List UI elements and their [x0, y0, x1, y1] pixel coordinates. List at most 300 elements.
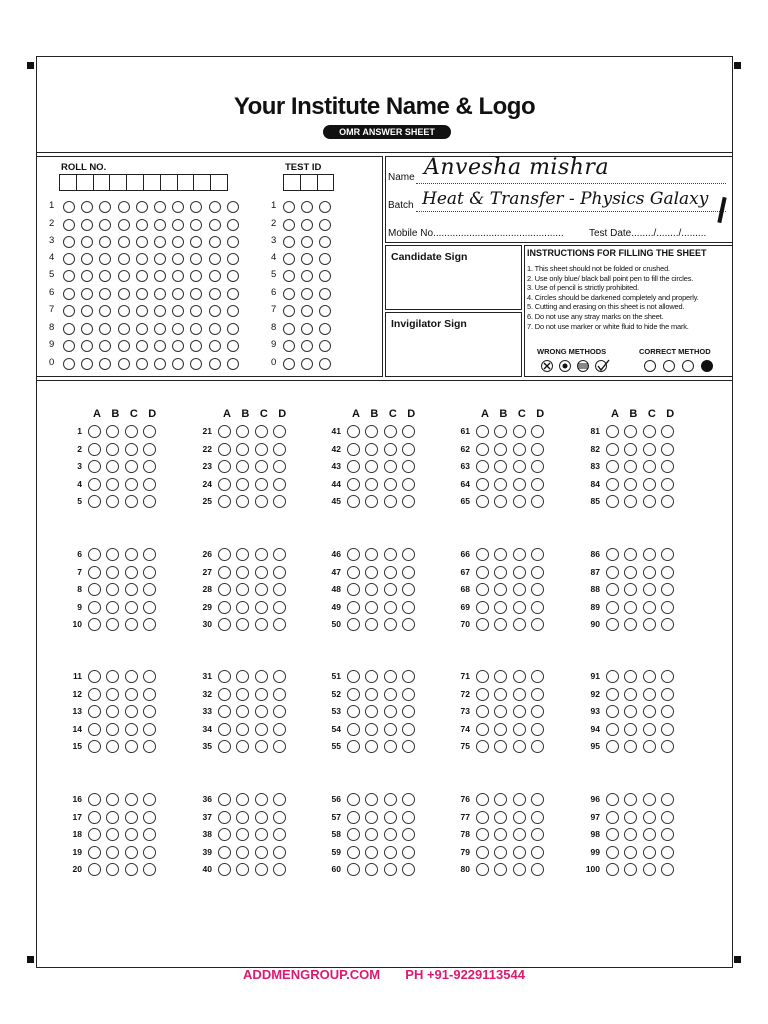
answer-bubble-b[interactable]	[106, 723, 119, 736]
answer-bubble-c[interactable]	[643, 443, 656, 456]
answer-bubble-d[interactable]	[531, 688, 544, 701]
answer-bubble-c[interactable]	[255, 478, 268, 491]
answer-bubble-b[interactable]	[494, 478, 507, 491]
test-id-bubble[interactable]	[301, 201, 313, 213]
roll-no-bubble[interactable]	[227, 288, 239, 300]
roll-no-bubble[interactable]	[118, 358, 130, 370]
answer-bubble-a[interactable]	[606, 670, 619, 683]
answer-bubble-b[interactable]	[624, 478, 637, 491]
answer-bubble-c[interactable]	[513, 828, 526, 841]
answer-bubble-c[interactable]	[384, 460, 397, 473]
answer-bubble-c[interactable]	[125, 828, 138, 841]
answer-bubble-a[interactable]	[606, 618, 619, 631]
answer-bubble-c[interactable]	[255, 793, 268, 806]
answer-bubble-a[interactable]	[476, 705, 489, 718]
roll-no-bubble[interactable]	[209, 219, 221, 231]
answer-bubble-c[interactable]	[125, 793, 138, 806]
answer-bubble-a[interactable]	[476, 601, 489, 614]
answer-bubble-c[interactable]	[255, 740, 268, 753]
roll-no-bubble[interactable]	[154, 288, 166, 300]
test-id-bubble[interactable]	[319, 358, 331, 370]
answer-bubble-a[interactable]	[88, 670, 101, 683]
answer-bubble-c[interactable]	[384, 548, 397, 561]
roll-no-bubble[interactable]	[136, 270, 148, 282]
answer-bubble-d[interactable]	[273, 723, 286, 736]
answer-bubble-b[interactable]	[365, 846, 378, 859]
roll-no-bubble[interactable]	[99, 305, 111, 317]
roll-no-bubble[interactable]	[118, 340, 130, 352]
roll-no-digit-box[interactable]	[59, 174, 77, 191]
answer-bubble-d[interactable]	[661, 566, 674, 579]
answer-bubble-a[interactable]	[476, 460, 489, 473]
answer-bubble-d[interactable]	[661, 723, 674, 736]
test-id-digit-box[interactable]	[283, 174, 301, 191]
answer-bubble-c[interactable]	[125, 618, 138, 631]
roll-no-bubble[interactable]	[99, 358, 111, 370]
answer-bubble-b[interactable]	[236, 443, 249, 456]
answer-bubble-a[interactable]	[218, 723, 231, 736]
answer-bubble-a[interactable]	[218, 443, 231, 456]
roll-no-bubble[interactable]	[227, 305, 239, 317]
answer-bubble-a[interactable]	[476, 723, 489, 736]
answer-bubble-d[interactable]	[402, 478, 415, 491]
answer-bubble-d[interactable]	[143, 478, 156, 491]
answer-bubble-b[interactable]	[365, 478, 378, 491]
answer-bubble-c[interactable]	[513, 478, 526, 491]
test-id-bubble[interactable]	[283, 340, 295, 352]
roll-no-bubble[interactable]	[81, 253, 93, 265]
roll-no-bubble[interactable]	[136, 305, 148, 317]
answer-bubble-a[interactable]	[218, 846, 231, 859]
answer-bubble-a[interactable]	[606, 478, 619, 491]
answer-bubble-b[interactable]	[106, 443, 119, 456]
answer-bubble-a[interactable]	[476, 478, 489, 491]
answer-bubble-a[interactable]	[218, 566, 231, 579]
roll-no-digit-box[interactable]	[126, 174, 144, 191]
answer-bubble-b[interactable]	[494, 443, 507, 456]
roll-no-bubble[interactable]	[63, 358, 75, 370]
answer-bubble-c[interactable]	[513, 723, 526, 736]
answer-bubble-a[interactable]	[88, 478, 101, 491]
answer-bubble-a[interactable]	[347, 425, 360, 438]
roll-no-bubble[interactable]	[209, 340, 221, 352]
answer-bubble-b[interactable]	[494, 723, 507, 736]
answer-bubble-a[interactable]	[347, 548, 360, 561]
roll-no-bubble[interactable]	[209, 253, 221, 265]
answer-bubble-a[interactable]	[606, 688, 619, 701]
roll-no-bubble[interactable]	[190, 358, 202, 370]
answer-bubble-b[interactable]	[236, 688, 249, 701]
answer-bubble-a[interactable]	[476, 740, 489, 753]
answer-bubble-a[interactable]	[347, 583, 360, 596]
roll-no-bubble[interactable]	[190, 236, 202, 248]
roll-no-bubble[interactable]	[99, 288, 111, 300]
answer-bubble-a[interactable]	[476, 688, 489, 701]
roll-no-bubble[interactable]	[190, 288, 202, 300]
invigilator-sign-box[interactable]	[385, 312, 522, 377]
answer-bubble-c[interactable]	[513, 443, 526, 456]
answer-bubble-a[interactable]	[476, 828, 489, 841]
answer-bubble-a[interactable]	[476, 863, 489, 876]
test-id-bubble[interactable]	[301, 288, 313, 300]
answer-bubble-a[interactable]	[88, 495, 101, 508]
answer-bubble-c[interactable]	[384, 566, 397, 579]
answer-bubble-a[interactable]	[606, 793, 619, 806]
answer-bubble-a[interactable]	[476, 443, 489, 456]
roll-no-bubble[interactable]	[154, 340, 166, 352]
answer-bubble-c[interactable]	[513, 566, 526, 579]
roll-no-bubble[interactable]	[63, 236, 75, 248]
roll-no-digit-box[interactable]	[210, 174, 228, 191]
name-value[interactable]: Anvesha mishra	[424, 155, 610, 180]
answer-bubble-c[interactable]	[384, 846, 397, 859]
answer-bubble-a[interactable]	[476, 618, 489, 631]
roll-no-digit-box[interactable]	[143, 174, 161, 191]
answer-bubble-a[interactable]	[218, 705, 231, 718]
roll-no-bubble[interactable]	[227, 358, 239, 370]
answer-bubble-d[interactable]	[661, 811, 674, 824]
roll-no-bubble[interactable]	[172, 305, 184, 317]
test-id-bubble[interactable]	[283, 219, 295, 231]
roll-no-bubble[interactable]	[190, 201, 202, 213]
answer-bubble-c[interactable]	[125, 723, 138, 736]
answer-bubble-c[interactable]	[255, 460, 268, 473]
answer-bubble-c[interactable]	[643, 740, 656, 753]
answer-bubble-a[interactable]	[347, 863, 360, 876]
answer-bubble-c[interactable]	[255, 618, 268, 631]
answer-bubble-c[interactable]	[255, 601, 268, 614]
answer-bubble-a[interactable]	[88, 566, 101, 579]
answer-bubble-c[interactable]	[125, 425, 138, 438]
answer-bubble-a[interactable]	[88, 846, 101, 859]
answer-bubble-a[interactable]	[606, 601, 619, 614]
answer-bubble-c[interactable]	[255, 863, 268, 876]
roll-no-bubble[interactable]	[81, 323, 93, 335]
answer-bubble-d[interactable]	[143, 811, 156, 824]
answer-bubble-d[interactable]	[143, 846, 156, 859]
answer-bubble-c[interactable]	[643, 583, 656, 596]
roll-no-bubble[interactable]	[99, 236, 111, 248]
answer-bubble-c[interactable]	[513, 863, 526, 876]
answer-bubble-a[interactable]	[606, 846, 619, 859]
test-id-bubble[interactable]	[283, 323, 295, 335]
answer-bubble-c[interactable]	[643, 478, 656, 491]
answer-bubble-a[interactable]	[606, 460, 619, 473]
answer-bubble-b[interactable]	[494, 846, 507, 859]
answer-bubble-b[interactable]	[236, 723, 249, 736]
test-id-bubble[interactable]	[301, 219, 313, 231]
answer-bubble-a[interactable]	[88, 618, 101, 631]
answer-bubble-a[interactable]	[218, 583, 231, 596]
roll-no-bubble[interactable]	[209, 305, 221, 317]
answer-bubble-c[interactable]	[125, 846, 138, 859]
answer-bubble-c[interactable]	[125, 601, 138, 614]
answer-bubble-a[interactable]	[347, 601, 360, 614]
answer-bubble-b[interactable]	[365, 601, 378, 614]
answer-bubble-d[interactable]	[531, 601, 544, 614]
answer-bubble-c[interactable]	[255, 705, 268, 718]
answer-bubble-c[interactable]	[255, 846, 268, 859]
roll-no-bubble[interactable]	[63, 253, 75, 265]
answer-bubble-a[interactable]	[476, 495, 489, 508]
answer-bubble-a[interactable]	[347, 670, 360, 683]
roll-no-bubble[interactable]	[99, 219, 111, 231]
answer-bubble-c[interactable]	[643, 548, 656, 561]
test-id-bubble[interactable]	[319, 270, 331, 282]
answer-bubble-c[interactable]	[384, 705, 397, 718]
answer-bubble-d[interactable]	[402, 443, 415, 456]
roll-no-bubble[interactable]	[118, 305, 130, 317]
test-id-bubble[interactable]	[301, 340, 313, 352]
answer-bubble-c[interactable]	[125, 443, 138, 456]
test-id-bubble[interactable]	[301, 270, 313, 282]
answer-bubble-c[interactable]	[384, 740, 397, 753]
answer-bubble-a[interactable]	[347, 443, 360, 456]
answer-bubble-b[interactable]	[236, 478, 249, 491]
answer-bubble-a[interactable]	[218, 618, 231, 631]
answer-bubble-b[interactable]	[624, 846, 637, 859]
roll-no-bubble[interactable]	[118, 323, 130, 335]
roll-no-bubble[interactable]	[154, 201, 166, 213]
answer-bubble-d[interactable]	[143, 566, 156, 579]
answer-bubble-d[interactable]	[402, 811, 415, 824]
answer-bubble-c[interactable]	[255, 723, 268, 736]
answer-bubble-a[interactable]	[218, 601, 231, 614]
roll-no-bubble[interactable]	[227, 236, 239, 248]
roll-no-bubble[interactable]	[81, 305, 93, 317]
roll-no-digit-box[interactable]	[177, 174, 195, 191]
answer-bubble-c[interactable]	[643, 601, 656, 614]
answer-bubble-d[interactable]	[402, 688, 415, 701]
roll-no-bubble[interactable]	[154, 219, 166, 231]
roll-no-bubble[interactable]	[136, 358, 148, 370]
roll-no-bubble[interactable]	[81, 358, 93, 370]
answer-bubble-c[interactable]	[255, 670, 268, 683]
answer-bubble-a[interactable]	[347, 618, 360, 631]
answer-bubble-a[interactable]	[88, 740, 101, 753]
answer-bubble-c[interactable]	[255, 443, 268, 456]
roll-no-bubble[interactable]	[63, 288, 75, 300]
answer-bubble-c[interactable]	[384, 828, 397, 841]
roll-no-bubble[interactable]	[172, 236, 184, 248]
answer-bubble-a[interactable]	[218, 688, 231, 701]
answer-bubble-d[interactable]	[273, 811, 286, 824]
answer-bubble-b[interactable]	[236, 601, 249, 614]
roll-no-bubble[interactable]	[118, 253, 130, 265]
roll-no-digit-box[interactable]	[193, 174, 211, 191]
roll-no-bubble[interactable]	[136, 340, 148, 352]
roll-no-digit-box[interactable]	[109, 174, 127, 191]
roll-no-bubble[interactable]	[63, 270, 75, 282]
answer-bubble-d[interactable]	[402, 566, 415, 579]
answer-bubble-a[interactable]	[347, 478, 360, 491]
roll-no-bubble[interactable]	[99, 253, 111, 265]
answer-bubble-a[interactable]	[476, 548, 489, 561]
roll-no-bubble[interactable]	[172, 340, 184, 352]
answer-bubble-b[interactable]	[106, 478, 119, 491]
answer-bubble-c[interactable]	[125, 548, 138, 561]
answer-bubble-b[interactable]	[494, 566, 507, 579]
answer-bubble-b[interactable]	[624, 443, 637, 456]
roll-no-bubble[interactable]	[63, 323, 75, 335]
answer-bubble-a[interactable]	[88, 723, 101, 736]
test-id-bubble[interactable]	[319, 236, 331, 248]
answer-bubble-a[interactable]	[476, 811, 489, 824]
answer-bubble-b[interactable]	[624, 723, 637, 736]
roll-no-bubble[interactable]	[154, 253, 166, 265]
test-id-digit-box[interactable]	[317, 174, 335, 191]
roll-no-bubble[interactable]	[136, 288, 148, 300]
answer-bubble-a[interactable]	[347, 811, 360, 824]
answer-bubble-c[interactable]	[643, 863, 656, 876]
answer-bubble-a[interactable]	[218, 478, 231, 491]
answer-bubble-a[interactable]	[218, 495, 231, 508]
answer-bubble-b[interactable]	[106, 566, 119, 579]
answer-bubble-a[interactable]	[88, 863, 101, 876]
roll-no-bubble[interactable]	[172, 253, 184, 265]
answer-bubble-a[interactable]	[347, 495, 360, 508]
roll-no-bubble[interactable]	[99, 270, 111, 282]
answer-bubble-c[interactable]	[513, 460, 526, 473]
answer-bubble-d[interactable]	[661, 601, 674, 614]
answer-bubble-a[interactable]	[606, 566, 619, 579]
test-id-bubble[interactable]	[319, 305, 331, 317]
answer-bubble-a[interactable]	[218, 548, 231, 561]
answer-bubble-c[interactable]	[643, 566, 656, 579]
answer-bubble-c[interactable]	[384, 583, 397, 596]
test-id-bubble[interactable]	[283, 305, 295, 317]
roll-no-bubble[interactable]	[209, 288, 221, 300]
answer-bubble-c[interactable]	[643, 495, 656, 508]
answer-bubble-a[interactable]	[606, 740, 619, 753]
answer-bubble-a[interactable]	[606, 723, 619, 736]
answer-bubble-d[interactable]	[273, 846, 286, 859]
roll-no-bubble[interactable]	[136, 236, 148, 248]
answer-bubble-a[interactable]	[88, 705, 101, 718]
answer-bubble-d[interactable]	[661, 846, 674, 859]
answer-bubble-a[interactable]	[606, 705, 619, 718]
answer-bubble-c[interactable]	[513, 601, 526, 614]
answer-bubble-c[interactable]	[643, 460, 656, 473]
answer-bubble-c[interactable]	[125, 863, 138, 876]
test-id-bubble[interactable]	[319, 323, 331, 335]
test-id-bubble[interactable]	[301, 305, 313, 317]
answer-bubble-b[interactable]	[494, 601, 507, 614]
roll-no-bubble[interactable]	[172, 358, 184, 370]
roll-no-bubble[interactable]	[172, 323, 184, 335]
answer-bubble-b[interactable]	[365, 811, 378, 824]
test-id-bubble[interactable]	[283, 270, 295, 282]
answer-bubble-d[interactable]	[143, 443, 156, 456]
roll-no-bubble[interactable]	[136, 219, 148, 231]
roll-no-bubble[interactable]	[172, 201, 184, 213]
answer-bubble-c[interactable]	[643, 425, 656, 438]
roll-no-bubble[interactable]	[209, 358, 221, 370]
answer-bubble-a[interactable]	[88, 460, 101, 473]
answer-bubble-b[interactable]	[624, 811, 637, 824]
roll-no-bubble[interactable]	[118, 236, 130, 248]
roll-no-bubble[interactable]	[99, 340, 111, 352]
answer-bubble-a[interactable]	[347, 723, 360, 736]
answer-bubble-a[interactable]	[476, 566, 489, 579]
answer-bubble-b[interactable]	[494, 811, 507, 824]
roll-no-bubble[interactable]	[227, 340, 239, 352]
test-id-bubble[interactable]	[319, 201, 331, 213]
answer-bubble-a[interactable]	[347, 740, 360, 753]
answer-bubble-a[interactable]	[347, 705, 360, 718]
roll-no-bubble[interactable]	[154, 323, 166, 335]
answer-bubble-a[interactable]	[218, 460, 231, 473]
answer-bubble-d[interactable]	[531, 723, 544, 736]
roll-no-bubble[interactable]	[227, 253, 239, 265]
answer-bubble-a[interactable]	[218, 425, 231, 438]
test-id-bubble[interactable]	[301, 236, 313, 248]
answer-bubble-a[interactable]	[218, 828, 231, 841]
answer-bubble-a[interactable]	[347, 828, 360, 841]
answer-bubble-a[interactable]	[606, 548, 619, 561]
test-id-bubble[interactable]	[283, 236, 295, 248]
answer-bubble-a[interactable]	[347, 688, 360, 701]
answer-bubble-a[interactable]	[88, 548, 101, 561]
roll-no-bubble[interactable]	[209, 323, 221, 335]
answer-bubble-d[interactable]	[531, 846, 544, 859]
answer-bubble-a[interactable]	[88, 425, 101, 438]
test-id-bubble[interactable]	[319, 288, 331, 300]
test-id-bubble[interactable]	[301, 253, 313, 265]
answer-bubble-c[interactable]	[384, 618, 397, 631]
answer-bubble-c[interactable]	[513, 688, 526, 701]
test-id-bubble[interactable]	[283, 201, 295, 213]
answer-bubble-a[interactable]	[606, 583, 619, 596]
test-id-digit-box[interactable]	[300, 174, 318, 191]
answer-bubble-b[interactable]	[106, 811, 119, 824]
answer-bubble-a[interactable]	[347, 846, 360, 859]
answer-bubble-c[interactable]	[125, 460, 138, 473]
answer-bubble-b[interactable]	[106, 688, 119, 701]
roll-no-bubble[interactable]	[227, 201, 239, 213]
answer-bubble-c[interactable]	[384, 811, 397, 824]
answer-bubble-c[interactable]	[513, 495, 526, 508]
roll-no-bubble[interactable]	[190, 270, 202, 282]
batch-value[interactable]: Heat & Transfer - Physics Galaxy	[422, 189, 709, 209]
test-id-bubble[interactable]	[319, 340, 331, 352]
answer-bubble-a[interactable]	[88, 443, 101, 456]
footer-website[interactable]: ADDMENGROUP.COM	[243, 967, 381, 982]
roll-no-digit-box[interactable]	[160, 174, 178, 191]
roll-no-bubble[interactable]	[136, 253, 148, 265]
answer-bubble-c[interactable]	[513, 425, 526, 438]
roll-no-bubble[interactable]	[190, 340, 202, 352]
answer-bubble-c[interactable]	[643, 723, 656, 736]
answer-bubble-c[interactable]	[643, 688, 656, 701]
answer-bubble-a[interactable]	[476, 793, 489, 806]
answer-bubble-c[interactable]	[125, 478, 138, 491]
answer-bubble-c[interactable]	[643, 846, 656, 859]
test-id-bubble[interactable]	[301, 358, 313, 370]
answer-bubble-b[interactable]	[624, 566, 637, 579]
answer-bubble-c[interactable]	[384, 793, 397, 806]
answer-bubble-a[interactable]	[606, 443, 619, 456]
roll-no-bubble[interactable]	[172, 219, 184, 231]
answer-bubble-a[interactable]	[606, 495, 619, 508]
answer-bubble-c[interactable]	[125, 566, 138, 579]
roll-no-bubble[interactable]	[227, 219, 239, 231]
answer-bubble-a[interactable]	[347, 566, 360, 579]
roll-no-bubble[interactable]	[63, 201, 75, 213]
answer-bubble-c[interactable]	[643, 670, 656, 683]
answer-bubble-b[interactable]	[236, 566, 249, 579]
answer-bubble-c[interactable]	[384, 495, 397, 508]
